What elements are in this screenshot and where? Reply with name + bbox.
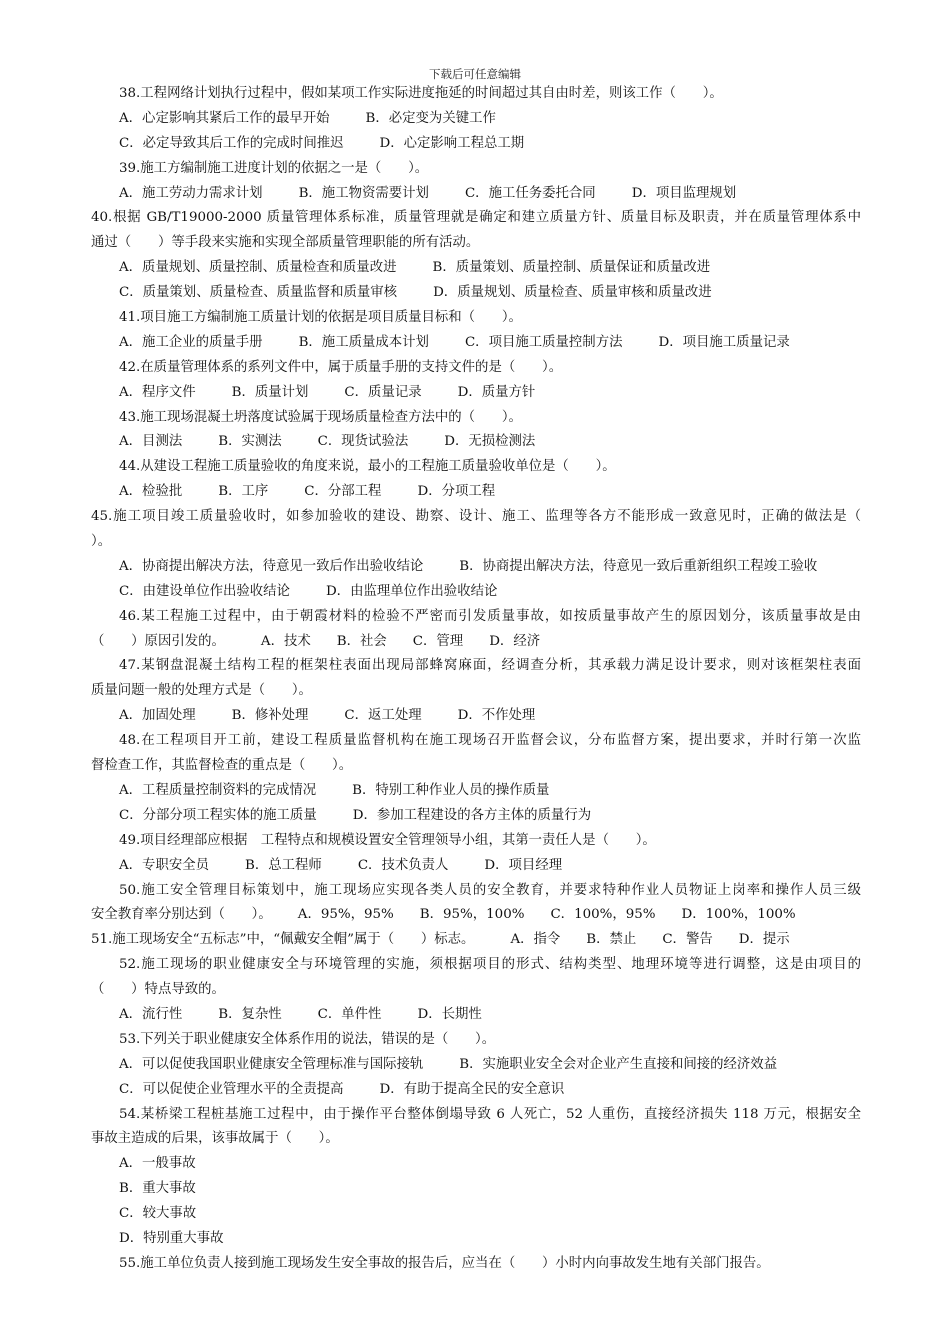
question-52-line-1: 52.施工现场的职业健康安全与环境管理的实施，须根据项目的形式、结构类型、地理环境等进行调整，这是由项目的: [119, 957, 861, 973]
option-43-b: B．实测法: [218, 434, 282, 450]
option-39-d: D．项目监理规划: [631, 185, 737, 201]
option-50-c: C．100%，95%: [550, 907, 656, 923]
question-47-line-1: 47.某钢盘混凝土结构工程的框架柱表面出现局部蜂窝麻面，经调查分析，其承载力满足设计要求，则对该框架柱表面: [119, 658, 861, 674]
question-38: 38.工程网络计划执行过程中，假如某项工作实际进度拖延的时间超过其自由时差，则该工作（ ）。: [119, 86, 723, 101]
option-47-a: A．加固处理: [119, 708, 196, 724]
option-48-c: C．分部分项工程实体的施工质量: [119, 807, 317, 823]
option-48-a: A．工程质量控制资料的完成情况: [119, 782, 317, 798]
options-48-ab: [91, 779, 861, 804]
option-46-c: C．管理: [412, 633, 464, 649]
option-47-b: B．修补处理: [231, 708, 309, 724]
option-54-d: D．特别重大事故: [119, 1230, 224, 1246]
options-53-ab: [91, 1053, 861, 1078]
option-46-d: D．经济: [489, 633, 541, 649]
option-49-a: A．专职安全员: [119, 857, 210, 873]
option-39-b: B．施工物资需要计划: [298, 185, 429, 201]
options-43: [91, 430, 861, 455]
option-44-d: D．分项工程: [417, 484, 496, 500]
question-54-line-2: 事故主造成的后果，该事故属于（ ）。: [91, 1131, 339, 1147]
option-46-b: B．社会: [336, 633, 387, 649]
option-52-a: A．流行性: [119, 1006, 183, 1022]
option-43-d: D．无损检测法: [444, 434, 536, 450]
option-38-b: B．必定变为关键工作: [365, 110, 496, 126]
option-51-b: B．禁止: [586, 932, 637, 948]
question-44: 44.从建设工程施工质量验收的角度来说，最小的工程施工质量验收单位是（ ）。: [119, 459, 616, 475]
question-45-line-1: 45.施工项目竣工质量验收时，如参加验收的建设、勘察、设计、施工、监理等各方不能形成一致意见时，正确的做法是（: [91, 509, 861, 525]
question-54-line-1: 54.某桥梁工程桩基施工过程中，由于操作平台整体倒塌导致 6 人死亡，52 人重伤，直接经济损失 118 万元，根据安全: [119, 1106, 861, 1122]
options-44: [91, 480, 861, 505]
options-38-cd: [91, 132, 861, 157]
option-41-a: A．施工企业的质量手册: [119, 334, 263, 350]
option-53-b: B．实施职业安全会对企业产生直接和间接的经济效益: [459, 1056, 778, 1072]
question-48-line-2: 督检查工作，其监督检查的重点是（ ）。: [91, 758, 353, 774]
option-53-d: D．有助于提高全民的安全意识: [379, 1081, 565, 1097]
option-52-b: B．复杂性: [218, 1006, 282, 1022]
option-53-a: A．可以促使我国职业健康安全管理标准与国际接轨: [119, 1056, 424, 1072]
question-51-text: 51.施工现场安全“五标志”中，“佩戴安全帽”属于（ ）标志。: [91, 932, 475, 948]
option-38-c: C．必定导致其后工作的完成时间推迟: [119, 135, 344, 151]
option-44-b: B．工序: [218, 484, 269, 500]
question-46-line-2-text: （ ）原因引发的。: [91, 633, 225, 649]
option-51-a: A．指令: [510, 932, 561, 948]
question-42: 42.在质量管理体系的系列文件中，属于质量手册的支持文件的是（ ）。: [119, 359, 563, 375]
option-45-c: C．由建设单位作出验收结论: [119, 583, 290, 599]
option-44-c: C．分部工程: [304, 484, 382, 500]
question-52-line-2: （ ）特点导致的。: [91, 982, 225, 998]
options-40-ab: [91, 256, 861, 281]
option-41-d: D．项目施工质量记录: [658, 334, 790, 350]
question-45-line-2: ）。: [91, 534, 112, 550]
option-42-d: D．质量方针: [457, 384, 536, 400]
options-49: [91, 854, 861, 879]
option-40-d: D．质量规划、质量检查、质量审核和质量改进: [433, 285, 712, 301]
option-54-a: A．一般事故: [119, 1156, 196, 1172]
option-50-b: B．95%，100%: [419, 907, 525, 923]
question-51: [91, 928, 861, 953]
option-39-c: C．施工任务委托合同: [464, 185, 596, 201]
option-46-a: A．技术: [260, 633, 311, 649]
question-49: 49.项目经理部应根据 工程特点和规模设置安全管理领导小组，其第一责任人是（ ）。: [119, 832, 656, 848]
option-50-d: D．100%，100%: [681, 907, 796, 923]
options-48-cd: [91, 804, 861, 829]
option-52-d: D．长期性: [417, 1006, 482, 1022]
options-39: [91, 182, 861, 207]
option-53-c: C．可以促使企业管理水平的全责提高: [119, 1081, 344, 1097]
option-45-a: A．协商提出解决方法，待意见一致后作出验收结论: [119, 558, 424, 574]
options-45-cd: [91, 580, 861, 605]
question-39: 39.施工方编制施工进度计划的依据之一是（ ）。: [119, 160, 429, 176]
question-46-line-1: 46.某工程施工过程中，由于朝霞材料的检验不严密而引发质量事故，如按质量事故产生的原因划分，该质量事故是由: [119, 608, 861, 624]
option-41-b: B．施工质量成本计划: [298, 334, 429, 350]
option-47-c: C．返工处理: [344, 708, 422, 724]
option-54-c: C．较大事故: [119, 1206, 197, 1222]
options-45-ab: [91, 555, 861, 580]
option-42-b: B．质量计划: [231, 384, 309, 400]
question-46-line-2: [91, 630, 861, 655]
options-38-ab: [91, 107, 861, 132]
option-48-b: B．特别工种作业人员的操作质量: [352, 782, 550, 798]
question-40-line-2: 通过（ ）等手段来实施和实现全部质量管理职能的所有活动。: [91, 235, 480, 251]
option-54-b: B．重大事故: [119, 1181, 196, 1197]
options-53-cd: [91, 1078, 861, 1103]
option-49-b: B．总工程师: [245, 857, 322, 873]
question-50-line-1: 50.施工安全管理目标策划中，施工现场应实现各类人员的安全教育，并要求特种作业人员物证上岗率和操作人员三级: [119, 882, 861, 898]
option-48-d: D．参加工程建设的各方主体的质量行为: [352, 807, 592, 823]
question-53: 53.下列关于职业健康安全体系作用的说法，错误的是（ ）。: [119, 1031, 496, 1047]
page-header: 下载后可任意编辑: [429, 67, 521, 81]
option-47-d: D．不作处理: [457, 708, 536, 724]
option-49-c: C．技术负责人: [357, 857, 449, 873]
option-42-a: A．程序文件: [119, 384, 196, 400]
option-44-a: A．检验批: [119, 484, 183, 500]
question-50-line-2-text: 安全教育率分别达到（ ）。: [91, 907, 272, 923]
question-41: 41.项目施工方编制施工质量计划的依据是项目质量目标和（ ）。: [119, 310, 522, 326]
option-50-a: A．95%，95%: [297, 907, 394, 923]
option-43-a: A．目测法: [119, 434, 183, 450]
option-41-c: C．项目施工质量控制方法: [464, 334, 623, 350]
option-38-d: D．心定影响工程总工期: [379, 135, 525, 151]
option-42-c: C．质量记录: [344, 384, 422, 400]
option-39-a: A．施工劳动力需求计划: [119, 185, 263, 201]
option-45-d: D．由监理单位作出验收结论: [325, 583, 498, 599]
question-48-line-1: 48.在工程项目开工前，建设工程质量监督机构在施工现场召开监督会议，分布监督方案，提出要求，并时行第一次监: [119, 733, 861, 749]
option-40-a: A．质量规划、质量控制、质量检查和质量改进: [119, 260, 397, 276]
options-47: [91, 704, 861, 729]
option-40-c: C．质量策划、质量检查、质量监督和质量审核: [119, 285, 398, 301]
option-51-d: D．提示: [738, 932, 790, 948]
question-40-line-1: 40.根据 GB/T19000-2000 质量管理体系标准，质量管理就是确定和建立质量方针、质量目标及职责，并在质量管理体系中: [91, 210, 861, 226]
question-list: [91, 82, 861, 1277]
option-38-a: A．心定影响其紧后工作的最早开始: [119, 110, 330, 126]
question-50-line-2: [91, 903, 861, 928]
option-43-c: C．现货试验法: [317, 434, 409, 450]
option-52-c: C．单件性: [317, 1006, 382, 1022]
question-47-line-2: 质量问题一般的处理方式是（ ）。: [91, 683, 312, 699]
question-43: 43.施工现场混凝土坍落度试验属于现场质量检查方法中的（ ）。: [119, 409, 522, 425]
options-40-cd: [91, 281, 861, 306]
option-40-b: B．质量策划、质量控制、质量保证和质量改进: [432, 260, 711, 276]
question-55: 55.施工单位负责人接到施工现场发生安全事故的报告后，应当在（ ）小时内向事故发生地有关部门报告。: [119, 1255, 770, 1271]
options-41: [91, 331, 861, 356]
option-45-b: B．协商提出解决方法，待意见一致后重新组织工程竣工验收: [459, 558, 818, 574]
options-52: [91, 1003, 861, 1028]
option-51-c: C．警告: [662, 932, 713, 948]
option-49-d: D．项目经理: [484, 857, 563, 873]
options-42: [91, 381, 861, 406]
